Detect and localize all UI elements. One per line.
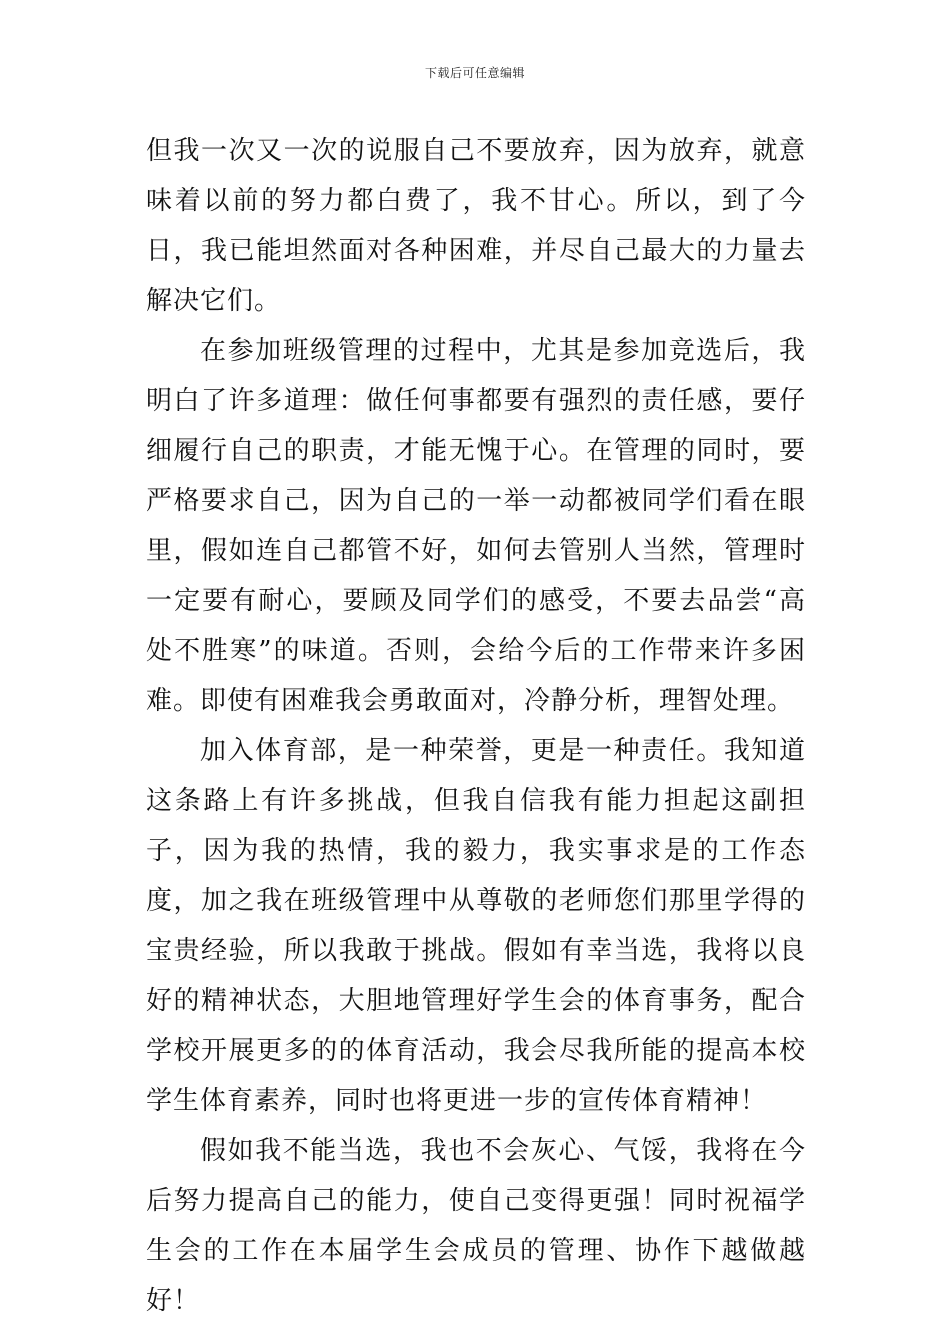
paragraph-1: 但我一次又一次的说服自己不要放弃，因为放弃，就意味着以前的努力都白费了，我不甘心。所以，到了今日，我已能坦然面对各种困难，并尽自己最大的力量去解决它们。: [146, 136, 806, 316]
paragraph-2: 在参加班级管理的过程中，尤其是参加竞选后，我明白了许多道理：做任何事都要有强烈的责任感，要仔细履行自己的职责，才能无愧于心。在管理的同时，要严格要求自己，因为自己的一举一动都被同学们看在眼里，假如连自己都管不好，如何去管别人当然，管理时一定要有耐心，要顾及同学们的感受，不要去品尝“高处不胜寒”的味道。否则，会给今后的工作带来许多困难。即使有困难我会勇敢面对，冷静分析，理智处理。: [146, 336, 806, 716]
paragraph-4: 假如我不能当选，我也不会灰心、气馁，我将在今后努力提高自己的能力，使自己变得更强！同时祝福学生会的工作在本届学生会成员的管理、协作下越做越好！: [146, 1136, 806, 1316]
page-header-note: 下载后可任意编辑: [424, 66, 525, 80]
document-body: [146, 126, 806, 1326]
paragraph-3: 加入体育部，是一种荣誉，更是一种责任。我知道这条路上有许多挑战，但我自信我有能力担起这副担子，因为我的热情，我的毅力，我实事求是的工作态度，加之我在班级管理中从尊敬的老师您们那里学得的宝贵经验，所以我敢于挑战。假如有幸当选，我将以良好的精神状态，大胆地管理好学生会的体育事务，配合学校开展更多的的体育活动，我会尽我所能的提高本校学生体育素养，同时也将更进一步的宣传体育精神！: [146, 736, 806, 1116]
